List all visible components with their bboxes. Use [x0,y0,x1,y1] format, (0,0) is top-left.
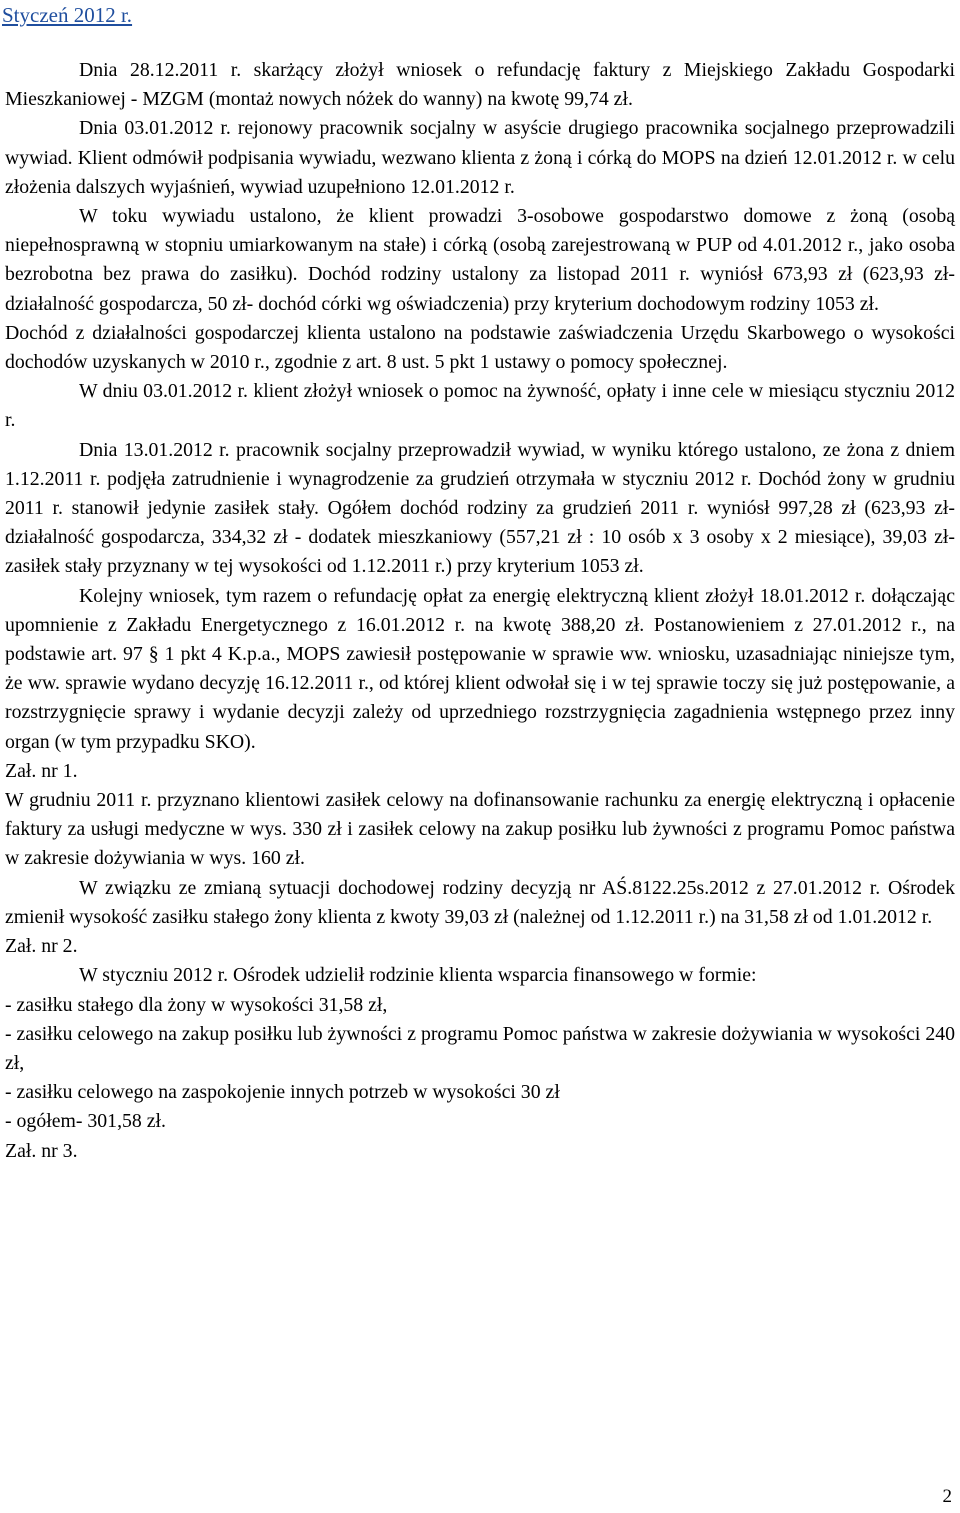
attachment-note-1: Zał. nr 1. [5,759,78,782]
list-item-permanent-allowance: - zasiłku stałego dla żony w wysokości 31,58 zł, [5,993,388,1016]
page-number: 2 [942,1486,952,1507]
paragraph-interview-jan-13: Dnia 13.01.2012 r. pracownik socjalny przeprowadził wywiad, w wyniku którego ustalono, ze żona z dniem 1.12.2011 r. podjęła zatrudnienie i wynagrodzenie za grudzień otrzymała w styczniu 2012 r. Dochód żony w grudniu 2011 r. stanowił jedynie zasiłek stały. Ogółem dochód rodziny za grudzień 2011 r. wyniósł 997,28 zł (623,93 zł- działalność gospodarcza, 334,32 zł - dodatek mieszkaniowy (557,21 zł : 10 osób x 3 osoby x 2 miesiące), 39,03 zł- zasiłek stały przyznany w tej wysokości od 1.12.2011 r.) przy kryterium 1053 zł. [5,438,955,578]
paragraph-energy-refund: Kolejny wniosek, tym razem o refundację opłat za energię elektryczną klient złożył 18.01.2012 r. dołączając upomnienie z Zakładu Energetycznego z 16.01.2012 r. na kwotę 388,20 zł. Postanowieniem z 27.01.2012 r., na podstawie art. 97 § 1 pkt 4 K.p.a., MOPS zawiesił postępowanie w sprawie ww. wniosku, uzasadniając niniejsze tym, że ww. sprawie wydano decyzję 16.12.2011 r., od której klient odwołał się i w tej sprawie toczy się już postępowanie, a rozstrzygnięcie sprawy i wydanie decyzji zależy od uprzedniego rozstrzygnięcia zagadnienia wstępnego przez inny organ (w tym przypadku SKO). [5,584,955,753]
section-heading: Styczeń 2012 r. [2,3,133,27]
paragraph-business-income: Dochód z działalności gospodarczej klienta ustalono na podstawie zaświadczenia Urzędu Skarbowego o wysokości dochodów uzyskanych w 2010 r., zgodnie z art. 8 ust. 5 pkt 1 ustawy o pomocy społecznej. [5,321,955,374]
list-item-food-allowance: - zasiłku celowego na zakup posiłku lub żywności z programu Pomoc państwa w zakresie dożywiania w wysokości 240 zł, [5,1022,955,1074]
attachment-note-2: Zał. nr 2. [5,935,78,958]
paragraph-december-aid: W grudniu 2011 r. przyznano klientowi zasiłek celowy na dofinansowanie rachunku za energię elektryczną i opłacenie faktury za usługi medyczne w wys. 330 zł i zasiłek celowy na zakup posiłku lub żywności z programu Pomoc państwa w zakresie dożywiania w wys. 160 zł. [5,789,955,870]
paragraph-january-support: W styczniu 2012 r. Ośrodek udzielił rodzinie klienta wsparcia finansowego w formie: [79,964,757,987]
paragraph-interview-findings: W toku wywiadu ustalono, że klient prowadzi 3-osobowe gospodarstwo domowe z żoną (osobą niepełnosprawną w stopniu umiarkowanym na stałe) i córką (osobą zarejestrowaną w PUP od 4.01.2012 r., jako osoba bezrobotna bez prawa do zasiłku). Dochód rodziny ustalony za listopad 2011 r. wyniósł 673,93 zł (623,93 zł- działalność gospodarcza, 50 zł- dochód córki wg oświadczenia) przy kryterium dochodowym rodziny 1053 zł. [5,205,955,315]
paragraph-allowance-change: W związku ze zmianą sytuacji dochodowej rodziny decyzją nr AŚ.8122.25s.2012 z 27.01.2012 r. Ośrodek zmienił wysokość zasiłku stałego żony klienta z kwoty 39,03 zł (należnej od 1.12.2011 r.) na 31,58 zł od 1.01.2012 r. [5,876,955,928]
list-item-other-needs-allowance: - zasiłku celowego na zaspokojenie innych potrzeb w wysokości 30 zł [5,1081,560,1104]
paragraph-refund-request: Dnia 28.12.2011 r. skarżący złożył wniosek o refundację faktury z Miejskiego Zakładu Gospodarki Mieszkaniowej - MZGM (montaż nowych nóżek do wanny) na kwotę 99,74 zł. [5,59,955,111]
document-body [5,56,955,1166]
attachment-note-3: Zał. nr 3. [5,1139,78,1162]
paragraph-food-aid-request: W dniu 03.01.2012 r. klient złożył wniosek o pomoc na żywność, opłaty i inne cele w miesiącu styczniu 2012 r. [5,380,955,432]
paragraph-interview-jan-03: Dnia 03.01.2012 r. rejonowy pracownik socjalny w asyście drugiego pracownika socjalnego przeprowadzili wywiad. Klient odmówił podpisania wywiadu, wezwano klienta z żoną i córką do MOPS na dzień 12.01.2012 r. w celu złożenia dalszych wyjaśnień, wywiad uzupełniono 12.01.2012 r. [5,117,955,198]
list-item-total: - ogółem- 301,58 zł. [5,1110,166,1133]
